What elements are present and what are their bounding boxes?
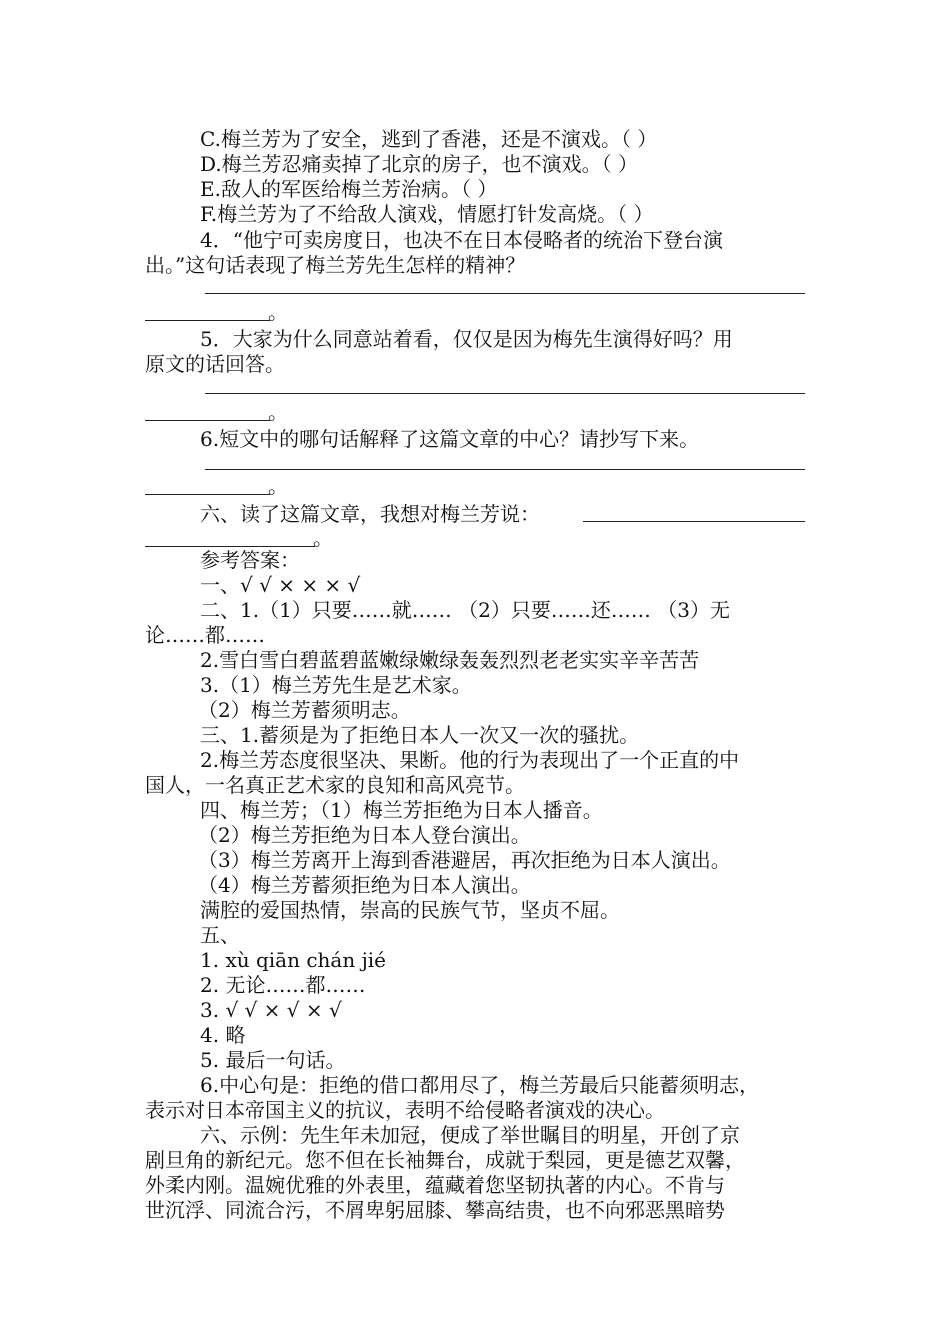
option-c: C.梅兰芳为了安全，逃到了香港，还是不演戏。（ ） <box>200 127 658 151</box>
answer-blank-line <box>205 393 805 394</box>
answer-line: （2）梅兰芳拒绝为日本人登台演出。 <box>198 823 531 847</box>
answer-line: （2）梅兰芳蓄须明志。 <box>198 698 411 722</box>
blank-period: 。 <box>268 474 288 498</box>
answer-line: 五、 <box>200 923 240 947</box>
answer-line: 2.梅兰芳态度很坚决、果断。他的行为表现出了一个正直的中 <box>200 748 740 772</box>
answer-line: 2.雪白雪白碧蓝碧蓝嫩绿嫩绿轰轰烈烈老老实实辛辛苦苦 <box>200 648 700 672</box>
answer-line: 外柔内刚。温婉优雅的外表里，蕴藏着您坚韧执著的内心。不肯与 <box>145 1173 725 1197</box>
option-f: F.梅兰芳为了不给敌人演戏，情愿打针发高烧。（ ） <box>200 202 654 226</box>
blank-period: 。 <box>313 526 333 550</box>
answer-line: 世沉浮、同流合污，不屑卑躬屈膝、攀高结贵，也不向邪恶黑暗势 <box>145 1198 725 1222</box>
blank-period: 。 <box>268 400 288 424</box>
answer-line: 表示对日本帝国主义的抗议，表明不给侵略者演戏的决心。 <box>145 1098 665 1122</box>
answer-blank-line <box>145 320 270 321</box>
answer-blank-line <box>145 494 270 495</box>
answer-blank-line <box>145 420 270 421</box>
section-6-prompt: 六、读了这篇文章，我想对梅兰芳说： <box>200 502 540 526</box>
answer-line: 一、√ √ × × × √ <box>200 573 361 597</box>
question-5-line2: 原文的话回答。 <box>145 352 285 376</box>
blank-period: 。 <box>268 300 288 324</box>
answer-blank-line <box>583 521 805 522</box>
answer-line: （3）梅兰芳离开上海到香港避居，再次拒绝为日本人演出。 <box>198 848 731 872</box>
option-d: D.梅兰芳忍痛卖掉了北京的房子，也不演戏。（ ） <box>200 152 639 176</box>
answer-line: 1. xù qiān chán jié <box>200 948 386 972</box>
answer-line: 4. 略 <box>200 1023 246 1047</box>
answer-line: 论……都…… <box>145 623 265 647</box>
answer-line: 3.（1）梅兰芳先生是艺术家。 <box>200 673 472 697</box>
answer-line: 2. 无论……都…… <box>200 973 366 997</box>
answer-line: 三、1.蓄须是为了拒绝日本人一次又一次的骚扰。 <box>200 723 640 747</box>
answer-line: 满腔的爱国热情，崇高的民族气节，坚贞不屈。 <box>200 898 620 922</box>
question-4-line1: 4．“他宁可卖房度日，也决不在日本侵略者的统治下登台演 <box>200 228 723 252</box>
answer-line: 剧旦角的新纪元。您不但在长袖舞台，成就于梨园，更是德艺双馨， <box>145 1148 745 1172</box>
answer-line: 二、1.（1）只要……就…… （2）只要……还…… （3）无 <box>200 598 730 622</box>
answer-blank-line <box>205 293 805 294</box>
answer-line: 六、示例：先生年未加冠，便成了举世瞩目的明星，开创了京 <box>200 1123 740 1147</box>
question-6: 6.短文中的哪句话解释了这篇文章的中心？请抄写下来。 <box>200 427 700 451</box>
answer-line: 四、梅兰芳；（1）梅兰芳拒绝为日本人播音。 <box>200 798 603 822</box>
answer-line: （4）梅兰芳蓄须拒绝为日本人演出。 <box>198 873 531 897</box>
answer-line: 国人，一名真正艺术家的良知和高风亮节。 <box>145 773 525 797</box>
question-5-line1: 5．大家为什么同意站着看，仅仅是因为梅先生演得好吗？用 <box>200 327 733 351</box>
answer-blank-line <box>145 546 315 547</box>
answer-line: 6.中心句是：拒绝的借口都用尽了，梅兰芳最后只能蓄须明志， <box>200 1073 760 1097</box>
answer-blank-line <box>205 469 805 470</box>
answer-line: 5. 最后一句话。 <box>200 1048 346 1072</box>
answers-title: 参考答案： <box>200 548 300 572</box>
option-e: E.敌人的军医给梅兰芳治病。（ ） <box>200 177 498 201</box>
question-4-line2: 出。”这句话表现了梅兰芳先生怎样的精神？ <box>145 253 526 277</box>
answer-line: 3. √ √ × √ × √ <box>200 998 342 1022</box>
